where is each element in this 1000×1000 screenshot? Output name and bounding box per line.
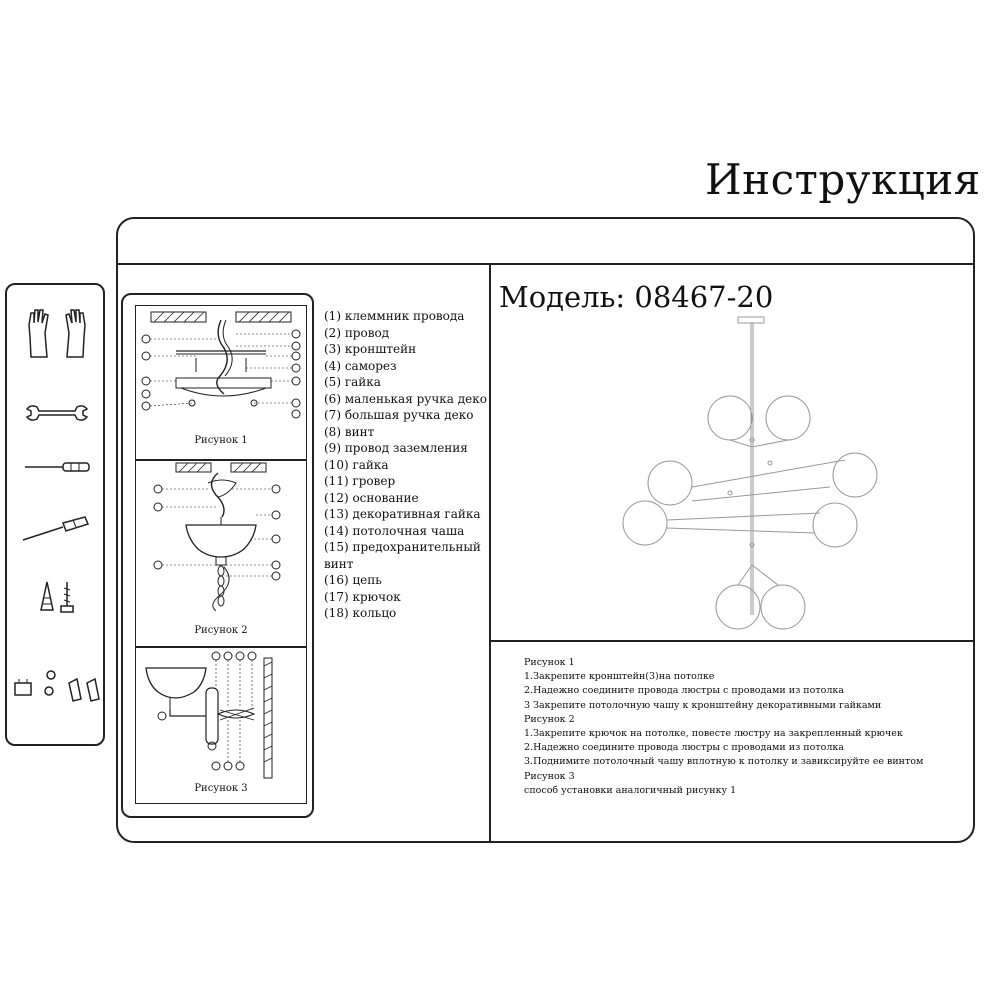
connectors-icon xyxy=(11,665,103,705)
figure-3 xyxy=(135,647,307,804)
figure-2-diagram xyxy=(136,461,306,646)
instruction-line: 1.Закрепите кронштейн(3)на потолке xyxy=(524,671,715,683)
parts-list-item: (3) кронштейн xyxy=(324,342,417,356)
tools-panel xyxy=(5,283,105,746)
parts-list-item: (17) крючок xyxy=(324,589,401,604)
small-screwdriver-icon xyxy=(23,460,93,474)
parts-list-item: (13) декоративная гайка xyxy=(324,507,481,521)
parts-list-item: (18) кольцо xyxy=(324,606,397,620)
instruction-line: 3 Закрепите потолочную чашу к кронштейну декоративными гайками xyxy=(524,699,882,711)
instruction-line: 2.Надежно соедините провода люстры с проводами из потолка xyxy=(524,685,844,697)
parts-list-item: (4) саморез xyxy=(324,358,397,373)
figure-2 xyxy=(135,460,307,647)
parts-list-item: (9) провод заземления xyxy=(324,441,468,455)
wrench-icon xyxy=(25,403,89,423)
figure-3-diagram xyxy=(136,648,306,803)
page-title: Инструкция xyxy=(705,155,981,204)
parts-list-item: (8) винт xyxy=(324,424,375,439)
parts-list-item: (12) основание xyxy=(324,490,419,505)
instruction-line: способ установки аналогичный рисунку 1 xyxy=(524,784,737,796)
chandelier-drawing xyxy=(610,315,890,640)
figure-3-caption: Рисунок 3 xyxy=(194,783,248,794)
instruction-line: 3.Поднимите потолочный чашу вплотную к потолку и завиксируйте ее винтом xyxy=(524,756,924,768)
figure-2-caption: Рисунок 2 xyxy=(194,625,248,636)
anchors-screws-icon xyxy=(35,580,79,616)
instruction-line: Рисунок 2 xyxy=(524,713,575,725)
parts-list-item: (1) клеммник провода xyxy=(324,309,465,323)
parts-list-item: (5) гайка xyxy=(324,375,381,389)
instructions-text xyxy=(524,656,923,798)
column-divider xyxy=(489,264,491,842)
parts-list-item: (7) большая ручка деко xyxy=(324,408,474,422)
instruction-line: Рисунок 3 xyxy=(524,770,575,782)
gloves-icon xyxy=(25,307,89,363)
instructions-divider xyxy=(490,640,974,642)
parts-list-item: (14) потолочная чаша xyxy=(324,523,465,538)
header-divider xyxy=(117,263,974,265)
instruction-line: Рисунок 1 xyxy=(524,657,575,668)
parts-list-item: (15) предохранительный винт xyxy=(324,540,481,571)
parts-list-item: (11) гровер xyxy=(324,474,396,488)
parts-list xyxy=(324,308,489,622)
parts-list-item: (6) маленькая ручка деко xyxy=(324,391,487,406)
parts-list-item: (16) цепь xyxy=(324,573,382,587)
screwdriver-icon xyxy=(21,515,91,543)
parts-list-item: (10) гайка xyxy=(324,457,389,472)
instruction-line: 2.Надежно соедините провода люстры с проводами из потолка xyxy=(524,742,844,754)
parts-list-item: (2) провод xyxy=(324,325,390,340)
model-label: Модель: 08467-20 xyxy=(499,280,774,314)
instruction-line: 1.Закрепите крючок на потолке, повесте люстру на закрепленный крючек xyxy=(524,728,903,740)
figure-1-caption: Рисунок 1 xyxy=(194,435,248,446)
